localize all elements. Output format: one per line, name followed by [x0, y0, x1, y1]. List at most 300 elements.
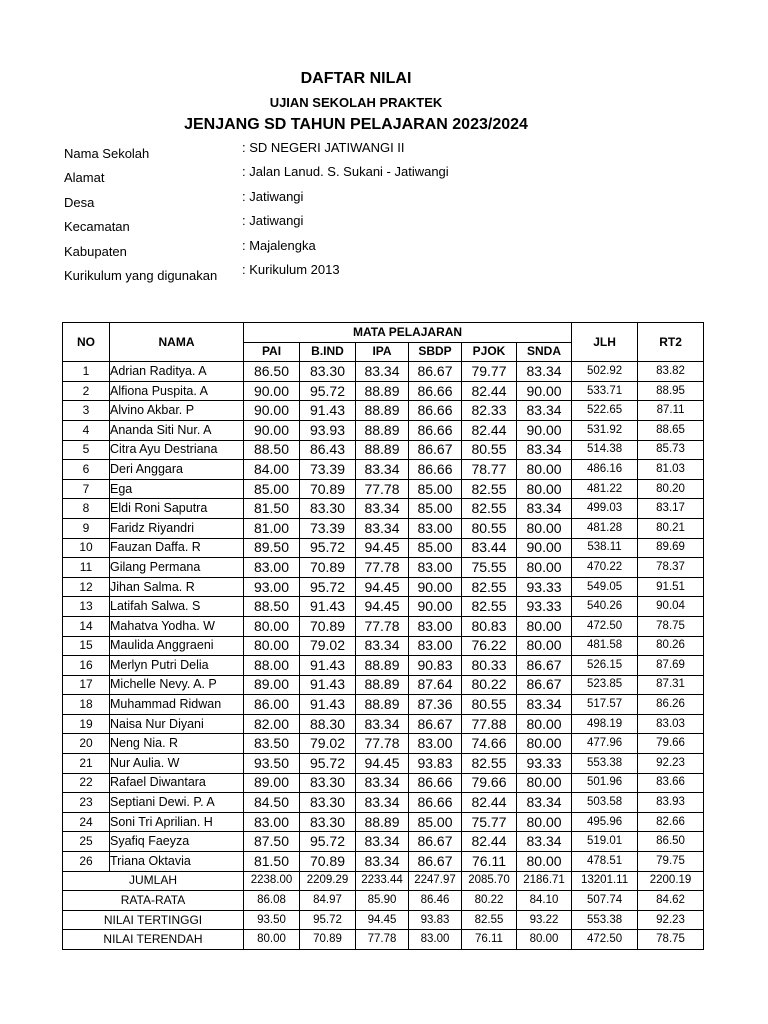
subject-score: 80.00: [517, 518, 572, 538]
total-score: 522.65: [572, 401, 638, 421]
row-number: 17: [63, 675, 110, 695]
subject-score: 83.50: [244, 734, 300, 754]
summary-value: 2085.70: [462, 871, 517, 891]
subject-score: 80.00: [517, 714, 572, 734]
subject-score: 80.55: [462, 440, 517, 460]
subject-score: 87.50: [244, 832, 300, 852]
subject-score: 89.00: [244, 675, 300, 695]
summary-value: 85.90: [356, 891, 409, 911]
subject-score: 83.34: [356, 499, 409, 519]
subject-score: 80.00: [244, 616, 300, 636]
header-subjects-group: MATA PELAJARAN: [244, 323, 572, 343]
subject-score: 81.50: [244, 499, 300, 519]
subject-score: 88.30: [300, 714, 356, 734]
summary-row: [63, 871, 704, 891]
row-number: 20: [63, 734, 110, 754]
subject-score: 85.00: [244, 479, 300, 499]
subject-score: 82.44: [462, 793, 517, 813]
average-score: 86.50: [638, 832, 704, 852]
subject-score: 90.83: [409, 656, 462, 676]
average-score: 87.69: [638, 656, 704, 676]
average-score: 88.95: [638, 381, 704, 401]
summary-row: [63, 891, 704, 911]
subject-score: 88.50: [244, 440, 300, 460]
subject-score: 86.66: [409, 793, 462, 813]
summary-value: 553.38: [572, 910, 638, 930]
table-row: [63, 656, 704, 676]
subject-score: 93.83: [409, 754, 462, 774]
summary-value: 93.83: [409, 910, 462, 930]
subject-score: 75.77: [462, 812, 517, 832]
subject-score: 80.22: [462, 675, 517, 695]
info-label: Kabupaten: [64, 243, 127, 259]
summary-value: 78.75: [638, 930, 704, 950]
row-number: 5: [63, 440, 110, 460]
subject-score: 94.45: [356, 597, 409, 617]
row-number: 7: [63, 479, 110, 499]
subject-score: 84.00: [244, 460, 300, 480]
subject-score: 83.00: [244, 812, 300, 832]
total-score: 498.19: [572, 714, 638, 734]
info-label: Kecamatan: [64, 219, 130, 235]
student-name: Muhammad Ridwan: [110, 695, 244, 715]
summary-value: 86.08: [244, 891, 300, 911]
table-row: [63, 793, 704, 813]
row-number: 12: [63, 577, 110, 597]
subject-score: 81.00: [244, 518, 300, 538]
grades-table: [62, 322, 704, 950]
subject-score: 88.89: [356, 381, 409, 401]
subject-score: 90.00: [244, 381, 300, 401]
header-subject: B.IND: [300, 342, 356, 362]
average-score: 79.66: [638, 734, 704, 754]
summary-value: 2186.71: [517, 871, 572, 891]
subject-score: 86.67: [409, 852, 462, 872]
student-name: Gilang Permana: [110, 558, 244, 578]
row-number: 26: [63, 852, 110, 872]
average-score: 88.65: [638, 420, 704, 440]
summary-value: 82.55: [462, 910, 517, 930]
info-row: [64, 213, 714, 237]
subject-score: 82.55: [462, 479, 517, 499]
average-score: 87.31: [638, 675, 704, 695]
subject-score: 88.89: [356, 695, 409, 715]
student-name: Merlyn Putri Delia: [110, 656, 244, 676]
subject-score: 95.72: [300, 381, 356, 401]
row-number: 8: [63, 499, 110, 519]
subject-score: 74.66: [462, 734, 517, 754]
total-score: 540.26: [572, 597, 638, 617]
subject-score: 93.50: [244, 754, 300, 774]
row-number: 19: [63, 714, 110, 734]
row-number: 14: [63, 616, 110, 636]
info-row: [64, 262, 714, 286]
subject-score: 86.66: [409, 460, 462, 480]
subject-score: 83.34: [356, 362, 409, 382]
subject-score: 82.00: [244, 714, 300, 734]
header-subject: SNDA: [517, 342, 572, 362]
subject-score: 70.89: [300, 479, 356, 499]
info-value: : Jatiwangi: [242, 213, 304, 229]
subject-score: 85.00: [409, 538, 462, 558]
subject-score: 80.55: [462, 695, 517, 715]
row-number: 18: [63, 695, 110, 715]
subject-score: 77.78: [356, 616, 409, 636]
subject-score: 88.89: [356, 401, 409, 421]
subject-score: 83.30: [300, 773, 356, 793]
student-name: Citra Ayu Destriana: [110, 440, 244, 460]
subject-score: 77.78: [356, 558, 409, 578]
subject-score: 73.39: [300, 460, 356, 480]
table-row: [63, 538, 704, 558]
subject-score: 84.50: [244, 793, 300, 813]
row-number: 4: [63, 420, 110, 440]
info-label: Nama Sekolah: [64, 146, 150, 161]
subject-score: 88.89: [356, 420, 409, 440]
subject-score: 82.44: [462, 832, 517, 852]
row-number: 2: [63, 381, 110, 401]
subject-score: 83.34: [517, 793, 572, 813]
subject-score: 83.34: [356, 832, 409, 852]
subject-score: 83.34: [356, 773, 409, 793]
subject-score: 90.00: [517, 538, 572, 558]
subject-score: 90.00: [409, 597, 462, 617]
subject-score: 85.00: [409, 499, 462, 519]
summary-value: 70.89: [300, 930, 356, 950]
subject-score: 70.89: [300, 558, 356, 578]
subject-score: 83.00: [409, 518, 462, 538]
summary-rows: [63, 871, 704, 949]
subject-score: 93.33: [517, 597, 572, 617]
subject-score: 86.50: [244, 362, 300, 382]
summary-row: [63, 910, 704, 930]
subject-score: 95.72: [300, 577, 356, 597]
row-number: 6: [63, 460, 110, 480]
table-row: [63, 362, 704, 382]
student-name: Michelle Nevy. A. P: [110, 675, 244, 695]
average-score: 83.03: [638, 714, 704, 734]
student-name: Latifah Salwa. S: [110, 597, 244, 617]
student-name: Ega: [110, 479, 244, 499]
subject-score: 80.00: [517, 616, 572, 636]
subject-score: 86.66: [409, 773, 462, 793]
table-row: [63, 616, 704, 636]
header-total: JLH: [572, 323, 638, 362]
total-score: 531.92: [572, 420, 638, 440]
subject-score: 91.43: [300, 675, 356, 695]
subject-score: 83.00: [409, 616, 462, 636]
total-score: 502.92: [572, 362, 638, 382]
subject-score: 77.88: [462, 714, 517, 734]
table-row: [63, 420, 704, 440]
row-number: 9: [63, 518, 110, 538]
subject-score: 82.55: [462, 597, 517, 617]
summary-value: 2233.44: [356, 871, 409, 891]
subject-score: 83.00: [409, 734, 462, 754]
total-score: 478.51: [572, 852, 638, 872]
info-label: Alamat: [64, 170, 105, 186]
info-row: [64, 140, 714, 164]
info-label: Kurikulum yang digunakan: [64, 267, 218, 283]
info-row: [64, 238, 714, 262]
total-score: 481.58: [572, 636, 638, 656]
average-score: 80.21: [638, 518, 704, 538]
summary-value: 86.46: [409, 891, 462, 911]
subject-score: 83.34: [356, 460, 409, 480]
row-number: 23: [63, 793, 110, 813]
subject-score: 80.00: [517, 852, 572, 872]
table-row: [63, 401, 704, 421]
subject-score: 83.30: [300, 793, 356, 813]
subject-score: 70.89: [300, 616, 356, 636]
subject-score: 83.00: [409, 558, 462, 578]
row-number: 22: [63, 773, 110, 793]
average-score: 78.37: [638, 558, 704, 578]
student-name: Alvino Akbar. P: [110, 401, 244, 421]
subject-score: 88.89: [356, 440, 409, 460]
table-row: [63, 479, 704, 499]
subject-score: 73.39: [300, 518, 356, 538]
summary-value: 13201.11: [572, 871, 638, 891]
summary-value: 84.97: [300, 891, 356, 911]
subject-score: 83.34: [517, 499, 572, 519]
summary-row: [63, 930, 704, 950]
student-name: Naisa Nur Diyani: [110, 714, 244, 734]
subject-score: 80.00: [517, 812, 572, 832]
summary-value: 2238.00: [244, 871, 300, 891]
subject-score: 83.34: [517, 362, 572, 382]
subject-score: 83.34: [356, 518, 409, 538]
average-score: 87.11: [638, 401, 704, 421]
summary-value: 80.22: [462, 891, 517, 911]
summary-value: 76.11: [462, 930, 517, 950]
summary-value: 507.74: [572, 891, 638, 911]
summary-value: 93.50: [244, 910, 300, 930]
subject-score: 80.33: [462, 656, 517, 676]
subject-score: 80.00: [517, 734, 572, 754]
subject-score: 82.33: [462, 401, 517, 421]
header-average: RT2: [638, 323, 704, 362]
total-score: 470.22: [572, 558, 638, 578]
row-number: 16: [63, 656, 110, 676]
subject-score: 70.89: [300, 852, 356, 872]
average-score: 86.26: [638, 695, 704, 715]
summary-label: NILAI TERTINGGI: [63, 910, 244, 930]
document-title: DAFTAR NILAI: [300, 70, 412, 87]
header-subject: SBDP: [409, 342, 462, 362]
header-subject: IPA: [356, 342, 409, 362]
average-score: 83.66: [638, 773, 704, 793]
header-subject: PAI: [244, 342, 300, 362]
student-name: Adrian Raditya. A: [110, 362, 244, 382]
table-row: [63, 812, 704, 832]
subject-score: 86.43: [300, 440, 356, 460]
total-score: 499.03: [572, 499, 638, 519]
subject-score: 82.55: [462, 577, 517, 597]
table-row: [63, 440, 704, 460]
subject-score: 83.30: [300, 499, 356, 519]
subject-score: 93.93: [300, 420, 356, 440]
total-score: 481.22: [572, 479, 638, 499]
total-score: 553.38: [572, 754, 638, 774]
total-score: 549.05: [572, 577, 638, 597]
subject-score: 85.00: [409, 812, 462, 832]
subject-score: 89.00: [244, 773, 300, 793]
summary-value: 2247.97: [409, 871, 462, 891]
total-score: 538.11: [572, 538, 638, 558]
summary-value: 94.45: [356, 910, 409, 930]
table-row: [63, 577, 704, 597]
row-number: 24: [63, 812, 110, 832]
subject-score: 80.00: [517, 558, 572, 578]
subject-score: 88.00: [244, 656, 300, 676]
document-level-year: JENJANG SD TAHUN PELAJARAN 2023/2024: [184, 116, 528, 133]
subject-score: 78.77: [462, 460, 517, 480]
row-number: 10: [63, 538, 110, 558]
subject-score: 83.34: [517, 401, 572, 421]
table-row: [63, 832, 704, 852]
row-number: 25: [63, 832, 110, 852]
subject-score: 86.67: [409, 832, 462, 852]
subject-score: 94.45: [356, 577, 409, 597]
summary-value: 92.23: [638, 910, 704, 930]
subject-score: 83.44: [462, 538, 517, 558]
summary-value: 77.78: [356, 930, 409, 950]
subject-score: 83.34: [356, 793, 409, 813]
header-name: NAMA: [110, 323, 244, 362]
subject-score: 95.72: [300, 538, 356, 558]
average-score: 91.51: [638, 577, 704, 597]
table-row: [63, 675, 704, 695]
info-row: [64, 189, 714, 213]
total-score: 517.57: [572, 695, 638, 715]
table-row: [63, 714, 704, 734]
student-name: Jihan Salma. R: [110, 577, 244, 597]
student-name: Maulida Anggraeni: [110, 636, 244, 656]
subject-score: 90.00: [517, 381, 572, 401]
summary-label: JUMLAH: [63, 871, 244, 891]
subject-score: 83.34: [517, 832, 572, 852]
student-name: Syafiq Faeyza: [110, 832, 244, 852]
student-name: Soni Tri Aprilian. H: [110, 812, 244, 832]
header-no: NO: [63, 323, 110, 362]
table-row: [63, 597, 704, 617]
subject-score: 83.30: [300, 362, 356, 382]
student-name: Triana Oktavia: [110, 852, 244, 872]
total-score: 477.96: [572, 734, 638, 754]
subject-score: 90.00: [409, 577, 462, 597]
total-score: 486.16: [572, 460, 638, 480]
subject-score: 76.22: [462, 636, 517, 656]
summary-value: 2200.19: [638, 871, 704, 891]
subject-score: 90.00: [244, 401, 300, 421]
summary-value: 80.00: [244, 930, 300, 950]
info-value: : SD NEGERI JATIWANGI II: [242, 140, 405, 155]
table-row: [63, 734, 704, 754]
table-row: [63, 518, 704, 538]
subject-score: 95.72: [300, 754, 356, 774]
average-score: 80.26: [638, 636, 704, 656]
summary-value: 472.50: [572, 930, 638, 950]
subject-score: 94.45: [356, 538, 409, 558]
subject-score: 82.44: [462, 381, 517, 401]
student-name: Neng Nia. R: [110, 734, 244, 754]
subject-score: 86.67: [517, 656, 572, 676]
average-score: 79.75: [638, 852, 704, 872]
subject-score: 75.55: [462, 558, 517, 578]
subject-score: 91.43: [300, 597, 356, 617]
subject-score: 88.89: [356, 656, 409, 676]
subject-score: 81.50: [244, 852, 300, 872]
summary-value: 84.62: [638, 891, 704, 911]
subject-score: 80.00: [517, 773, 572, 793]
table-row: [63, 773, 704, 793]
subject-score: 90.00: [517, 420, 572, 440]
average-score: 82.66: [638, 812, 704, 832]
info-value: : Jatiwangi: [242, 188, 304, 204]
subject-score: 91.43: [300, 695, 356, 715]
total-score: 495.96: [572, 812, 638, 832]
subject-score: 89.50: [244, 538, 300, 558]
total-score: 503.58: [572, 793, 638, 813]
average-score: 83.17: [638, 499, 704, 519]
school-info: [64, 140, 714, 286]
subject-score: 91.43: [300, 656, 356, 676]
subject-score: 83.34: [517, 440, 572, 460]
summary-value: 2209.29: [300, 871, 356, 891]
subject-score: 95.72: [300, 832, 356, 852]
subject-score: 86.67: [409, 362, 462, 382]
subject-score: 87.36: [409, 695, 462, 715]
total-score: 481.28: [572, 518, 638, 538]
summary-value: 93.22: [517, 910, 572, 930]
info-row: [64, 164, 714, 188]
grade-rows: [63, 362, 704, 871]
table-row: [63, 636, 704, 656]
total-score: 533.71: [572, 381, 638, 401]
student-name: Septiani Dewi. P. A: [110, 793, 244, 813]
row-number: 11: [63, 558, 110, 578]
header-subject: PJOK: [462, 342, 517, 362]
subject-score: 86.67: [517, 675, 572, 695]
total-score: 501.96: [572, 773, 638, 793]
subject-score: 85.00: [409, 479, 462, 499]
subject-score: 80.00: [517, 479, 572, 499]
subject-score: 82.44: [462, 420, 517, 440]
summary-value: 83.00: [409, 930, 462, 950]
summary-value: 84.10: [517, 891, 572, 911]
total-score: 526.15: [572, 656, 638, 676]
summary-value: 95.72: [300, 910, 356, 930]
student-name: Faridz Riyandri: [110, 518, 244, 538]
subject-score: 91.43: [300, 401, 356, 421]
row-number: 13: [63, 597, 110, 617]
table-row: [63, 558, 704, 578]
subject-score: 83.34: [517, 695, 572, 715]
average-score: 78.75: [638, 616, 704, 636]
subject-score: 79.02: [300, 734, 356, 754]
average-score: 89.69: [638, 538, 704, 558]
average-score: 92.23: [638, 754, 704, 774]
document-subtitle: UJIAN SEKOLAH PRAKTEK: [269, 95, 443, 110]
subject-score: 80.83: [462, 616, 517, 636]
subject-score: 83.00: [244, 558, 300, 578]
average-score: 85.73: [638, 440, 704, 460]
subject-score: 93.33: [517, 754, 572, 774]
row-number: 1: [63, 362, 110, 382]
subject-score: 83.34: [356, 852, 409, 872]
subject-score: 80.00: [244, 636, 300, 656]
